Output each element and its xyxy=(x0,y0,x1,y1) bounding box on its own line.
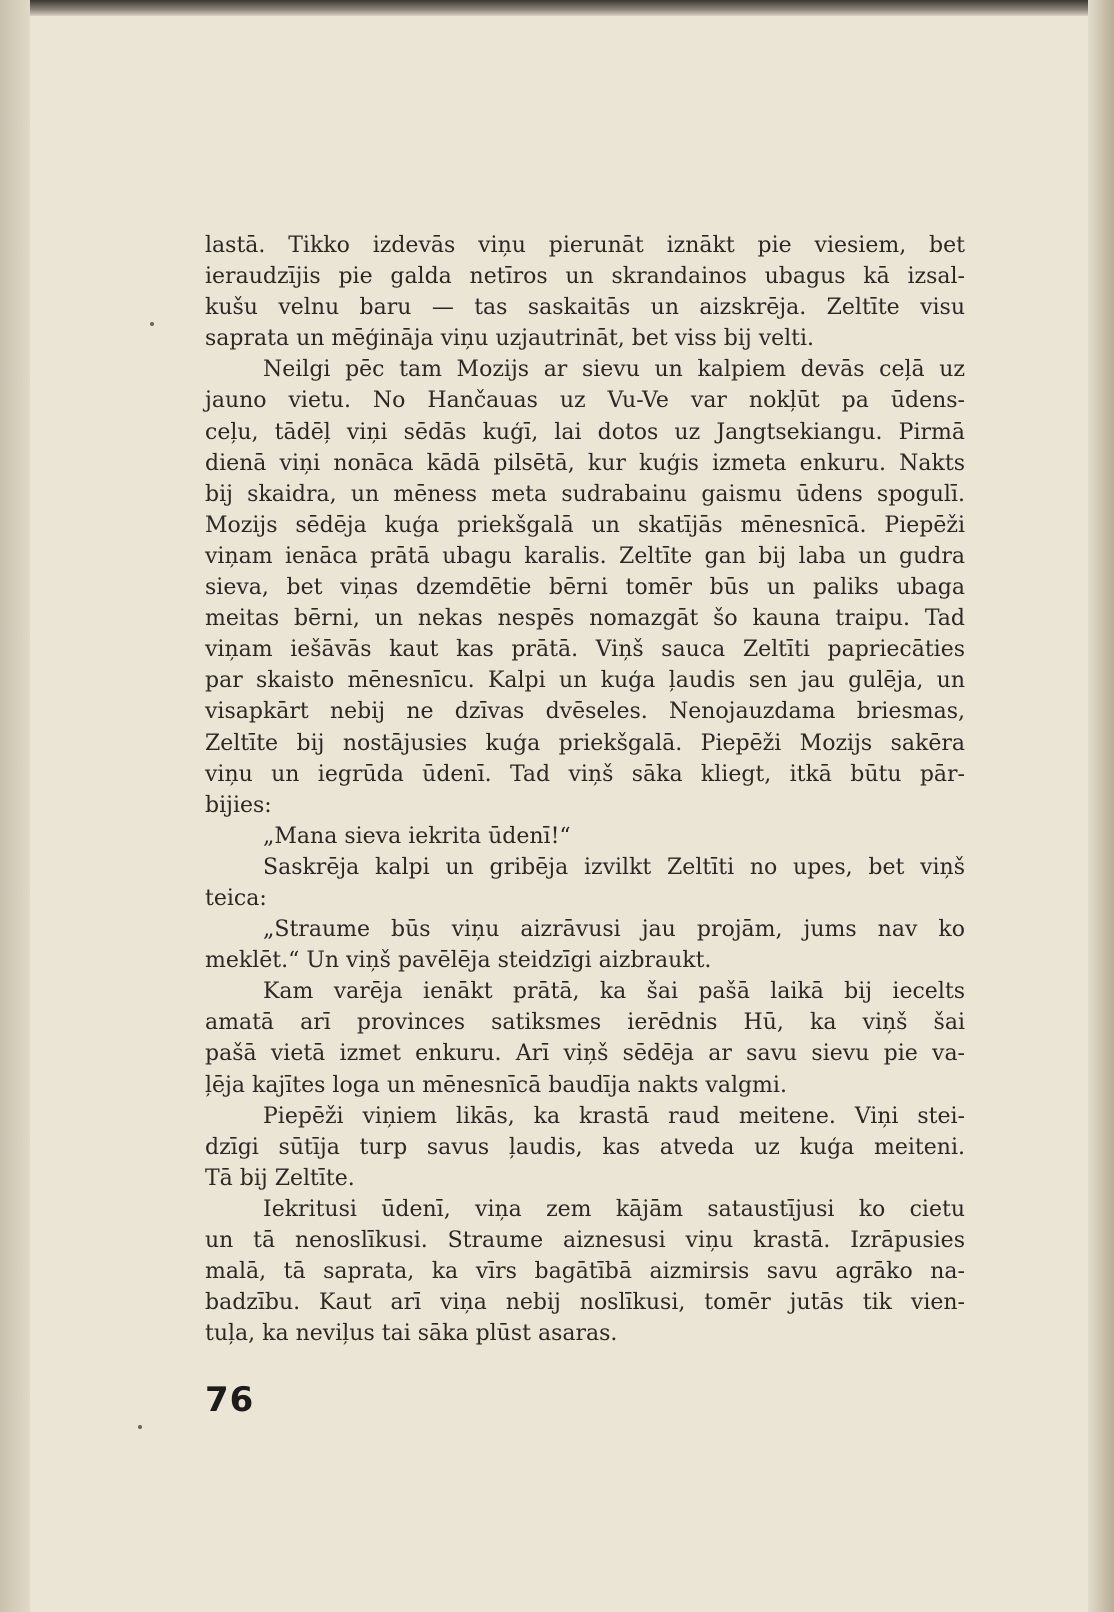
text-line: saprata un mēģināja viņu uzjautrināt, bet viss bij velti. xyxy=(205,326,815,352)
text-line: Saskrēja kalpi un gribēja izvilkt Zeltīti no upes, bet viņš xyxy=(263,854,965,880)
text-line: dzīgi sūtīja turp savus ļaudis, kas atveda uz kuģa meiteni. xyxy=(205,1134,965,1160)
text-line: badzību. Kaut arī viņa nebij noslīkusi, tomēr jutās tik vien- xyxy=(205,1290,965,1316)
text-line: Mozijs sēdēja kuģa priekšgalā un skatījās mēnesnīcā. Piepēži xyxy=(205,512,965,538)
text-line: visapkārt nebij ne dzīvas dvēseles. Nenojauzdama briesmas, xyxy=(205,699,965,725)
text-line: ļēja kajītes loga un mēnesnīcā baudīja nakts valgmi. xyxy=(205,1072,787,1098)
text-line: dienā viņi nonāca kādā pilsētā, kur kuģis izmeta enkuru. Nakts xyxy=(205,450,965,476)
text-line: „Straume būs viņu aizrāvusi jau projām, jums nav ko xyxy=(263,917,965,943)
text-line: par skaisto mēnesnīcu. Kalpi un kuģa ļaudis sen jau gulēja, un xyxy=(205,668,965,694)
page-number: 76 xyxy=(205,1380,255,1420)
page-left-edge xyxy=(0,0,30,1612)
body-text xyxy=(205,230,965,1349)
text-line: Tā bij Zeltīte. xyxy=(205,1165,355,1191)
text-line: ieraudzījis pie galda netīros un skrandainos ubagus kā izsal- xyxy=(205,264,965,290)
text-line: sieva, bet viņas dzemdētie bērni tomēr būs un paliks ubaga xyxy=(205,575,965,601)
text-line: tuļa, ka neviļus tai sāka plūst asaras. xyxy=(205,1321,618,1347)
text-line: Iekritusi ūdenī, viņa zem kājām sataustījusi ko cietu xyxy=(263,1196,965,1222)
text-line: meklēt.“ Un viņš pavēlēja steidzīgi aizbraukt. xyxy=(205,948,712,974)
page-top-edge xyxy=(0,0,1114,16)
text-line: pašā vietā izmet enkuru. Arī viņš sēdēja ar savu sievu pie va- xyxy=(205,1041,965,1067)
text-line: Kam varēja ienākt prātā, ka šai pašā laikā bij iecelts xyxy=(263,979,965,1005)
text-line: viņam ienāca prātā ubagu karalis. Zeltīte gan bij laba un gudra xyxy=(205,543,965,569)
text-line: lastā. Tikko izdevās viņu pierunāt iznākt pie viesiem, bet xyxy=(205,233,965,258)
text-line: meitas bērni, un nekas nespēs nomazgāt šo kauna traipu. Tad xyxy=(205,606,965,632)
text-line: un tā nenoslīkusi. Straume aiznesusi viņu krastā. Izrāpusies xyxy=(205,1228,965,1253)
text-line: kušu velnu baru — tas saskaitās un aizskrēja. Zeltīte visu xyxy=(205,295,965,321)
ink-speck xyxy=(150,322,154,326)
page-right-edge xyxy=(1088,0,1114,1612)
text-line: teica: xyxy=(205,885,267,911)
ink-speck xyxy=(138,1425,142,1429)
text-line: bij skaidra, un mēness meta sudrabainu gaismu ūdens spogulī. xyxy=(205,481,965,507)
text-line: viņu un iegrūda ūdenī. Tad viņš sāka kliegt, itkā būtu pār- xyxy=(205,761,965,787)
text-line: ceļu, tādēļ viņi sēdās kuģī, lai dotos uz Jangtsekiangu. Pirmā xyxy=(205,419,965,445)
text-line: viņam iešāvās kaut kas prātā. Viņš sauca Zeltīti papriecāties xyxy=(205,637,965,663)
text-line: Neilgi pēc tam Mozijs ar sievu un kalpiem devās ceļā uz xyxy=(263,357,965,383)
text-line: amatā arī provinces satiksmes ierēdnis Hū, ka viņš šai xyxy=(205,1010,965,1036)
text-line: „Mana sieva iekrita ūdenī!“ xyxy=(263,823,571,849)
text-line: Piepēži viņiem likās, ka krastā raud meitene. Viņi stei- xyxy=(263,1103,965,1129)
text-line: malā, tā saprata, ka vīrs bagātībā aizmirsis savu agrāko na- xyxy=(205,1259,965,1285)
text-line: jauno vietu. No Hančauas uz Vu-Ve var nokļūt pa ūdens- xyxy=(205,388,965,414)
text-line: Zeltīte bij nostājusies kuģa priekšgalā. Piepēži Mozijs sakēra xyxy=(205,730,965,756)
text-line: bijies: xyxy=(205,792,272,818)
